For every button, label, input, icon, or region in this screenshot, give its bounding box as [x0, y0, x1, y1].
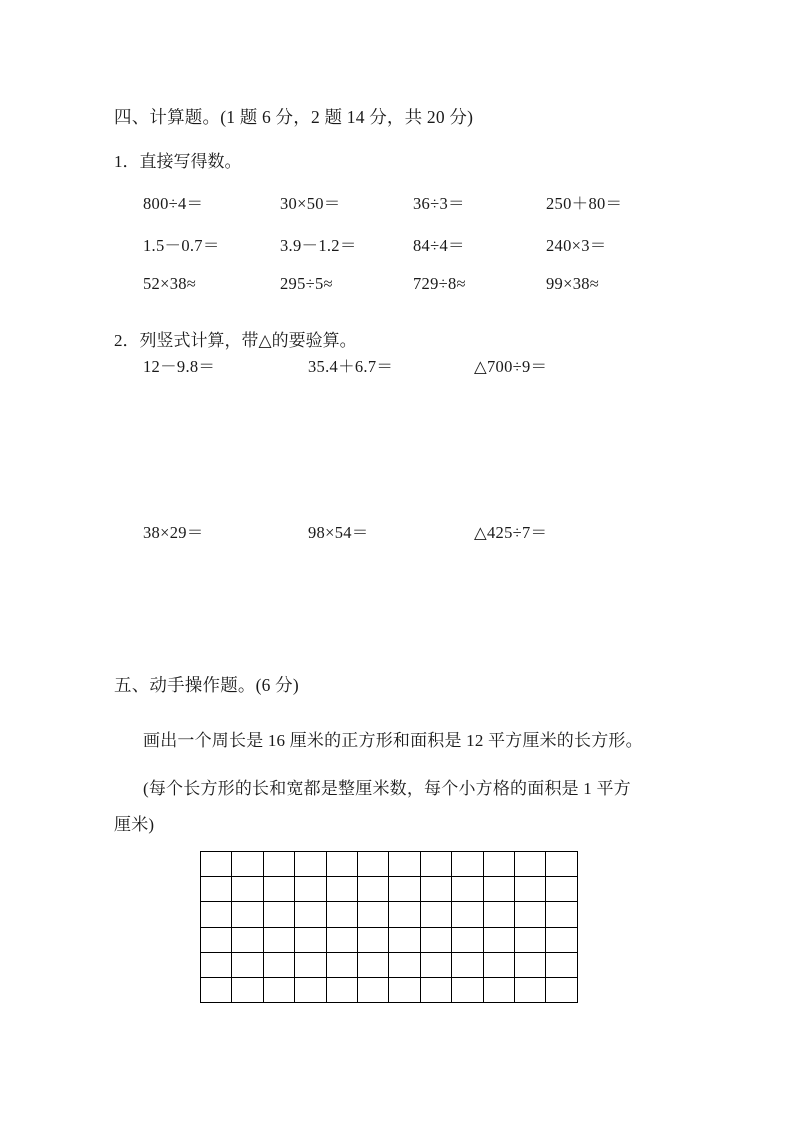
equation: 38×29＝: [143, 523, 204, 542]
equation: 240×3＝: [546, 236, 607, 255]
grid-row: [201, 928, 578, 953]
grid-cell[interactable]: [484, 852, 515, 877]
grid-cell[interactable]: [201, 978, 232, 1003]
grid-cell[interactable]: [232, 953, 263, 978]
grid-cell[interactable]: [327, 953, 358, 978]
grid-row: [201, 852, 578, 877]
grid-cell[interactable]: [264, 902, 295, 927]
grid-cell[interactable]: [452, 902, 483, 927]
equation: 36÷3＝: [413, 194, 465, 213]
grid-cell[interactable]: [389, 852, 420, 877]
equation: 295÷5≈: [280, 274, 333, 293]
grid-cell[interactable]: [201, 902, 232, 927]
equation: 30×50＝: [280, 194, 341, 213]
vertical-computation-row: [143, 353, 763, 377]
grid-cell[interactable]: [515, 928, 546, 953]
grid-cell[interactable]: [515, 852, 546, 877]
grid-cell[interactable]: [389, 877, 420, 902]
grid-row: [201, 902, 578, 927]
grid-cell[interactable]: [358, 953, 389, 978]
grid-cell[interactable]: [264, 852, 295, 877]
equation: 3.9－1.2＝: [280, 236, 357, 255]
grid-cell[interactable]: [327, 928, 358, 953]
grid-cell[interactable]: [295, 978, 326, 1003]
grid-cell[interactable]: [452, 852, 483, 877]
grid-cell[interactable]: [484, 953, 515, 978]
equation: △425÷7＝: [474, 523, 548, 542]
grid-cell[interactable]: [546, 877, 577, 902]
grid-cell[interactable]: [515, 978, 546, 1003]
equation: △700÷9＝: [474, 357, 548, 376]
grid-cell[interactable]: [295, 928, 326, 953]
instruction-line: (每个长方形的长和宽都是整厘米数，每个小方格的面积是 1 平方: [143, 779, 631, 798]
grid-cell[interactable]: [232, 902, 263, 927]
grid-row: [201, 877, 578, 902]
subitem-2-heading: 2．列竖式计算，带△的要验算。: [114, 331, 357, 350]
grid-row: [201, 978, 578, 1003]
grid-cell[interactable]: [421, 902, 452, 927]
equation: 35.4＋6.7＝: [308, 357, 394, 376]
grid-cell[interactable]: [358, 877, 389, 902]
grid-cell[interactable]: [546, 978, 577, 1003]
grid-cell[interactable]: [358, 978, 389, 1003]
equation: 84÷4＝: [413, 236, 465, 255]
grid-cell[interactable]: [295, 852, 326, 877]
grid-cell[interactable]: [358, 852, 389, 877]
grid-cell[interactable]: [452, 877, 483, 902]
grid-cell[interactable]: [232, 978, 263, 1003]
grid-cell[interactable]: [546, 953, 577, 978]
instruction-line: 厘米): [114, 815, 155, 834]
grid-cell[interactable]: [232, 852, 263, 877]
grid-cell[interactable]: [546, 928, 577, 953]
grid-cell[interactable]: [421, 852, 452, 877]
grid-cell[interactable]: [515, 877, 546, 902]
equation: 98×54＝: [308, 523, 369, 542]
equation: 1.5－0.7＝: [143, 236, 220, 255]
grid-cell[interactable]: [484, 902, 515, 927]
equation: 800÷4＝: [143, 194, 204, 213]
grid-cell[interactable]: [358, 928, 389, 953]
grid-cell[interactable]: [452, 953, 483, 978]
grid-cell[interactable]: [232, 877, 263, 902]
grid-cell[interactable]: [264, 953, 295, 978]
grid-cell[interactable]: [484, 928, 515, 953]
instruction-line: 画出一个周长是 16 厘米的正方形和面积是 12 平方厘米的长方形。: [143, 731, 643, 750]
equation: 99×38≈: [546, 274, 600, 293]
equation: 52×38≈: [143, 274, 197, 293]
equation: 250＋80＝: [546, 194, 623, 213]
section-five-heading: 五、动手操作题。(6 分): [114, 675, 299, 695]
grid-cell[interactable]: [327, 877, 358, 902]
grid-cell[interactable]: [546, 902, 577, 927]
grid-cell[interactable]: [201, 953, 232, 978]
section-four-heading: 四、计算题。(1 题 6 分，2 题 14 分，共 20 分): [114, 107, 474, 127]
grid-cell[interactable]: [452, 928, 483, 953]
grid-cell[interactable]: [201, 928, 232, 953]
grid-cell[interactable]: [421, 928, 452, 953]
grid-cell[interactable]: [484, 978, 515, 1003]
grid-cell[interactable]: [546, 852, 577, 877]
grid-cell[interactable]: [389, 978, 420, 1003]
equation: 729÷8≈: [413, 274, 466, 293]
grid-cell[interactable]: [327, 852, 358, 877]
grid-cell[interactable]: [327, 902, 358, 927]
equation: 12－9.8＝: [143, 357, 216, 376]
oral-arithmetic-row: [143, 190, 763, 214]
grid-cell[interactable]: [515, 953, 546, 978]
drawing-grid[interactable]: [200, 851, 578, 1003]
grid-cell[interactable]: [421, 978, 452, 1003]
grid-cell[interactable]: [327, 978, 358, 1003]
grid-cell[interactable]: [421, 877, 452, 902]
grid-cell[interactable]: [295, 877, 326, 902]
vertical-computation-row: [143, 519, 763, 543]
oral-arithmetic-row: [143, 274, 763, 298]
oral-arithmetic-row: [143, 232, 763, 256]
grid-cell[interactable]: [389, 953, 420, 978]
grid-cell[interactable]: [358, 902, 389, 927]
grid-cell[interactable]: [264, 877, 295, 902]
grid-cell[interactable]: [515, 902, 546, 927]
grid-cell[interactable]: [389, 928, 420, 953]
grid-row: [201, 953, 578, 978]
grid-cell[interactable]: [295, 902, 326, 927]
subitem-1-heading: 1．直接写得数。: [114, 152, 242, 171]
grid-cell[interactable]: [201, 877, 232, 902]
grid-cell[interactable]: [452, 978, 483, 1003]
grid-cell[interactable]: [484, 877, 515, 902]
grid-cell[interactable]: [264, 928, 295, 953]
grid-cell[interactable]: [232, 928, 263, 953]
grid-cell[interactable]: [389, 902, 420, 927]
grid-cell[interactable]: [421, 953, 452, 978]
grid-cell[interactable]: [201, 852, 232, 877]
grid-cell[interactable]: [264, 978, 295, 1003]
grid-cell[interactable]: [295, 953, 326, 978]
